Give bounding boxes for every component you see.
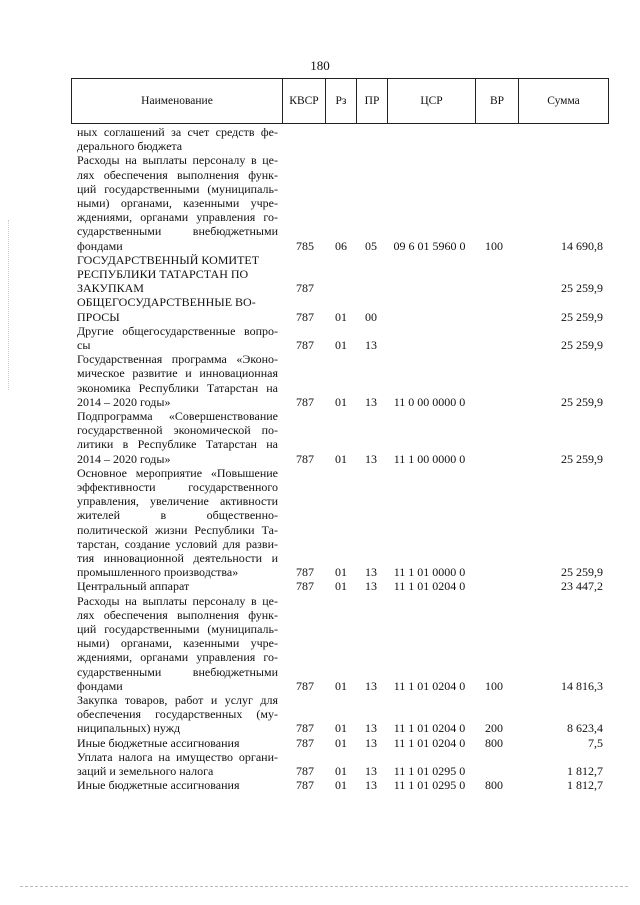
cell-rz: 06 — [335, 238, 347, 253]
cell-name: политической жизни Республики Та- — [77, 522, 278, 537]
cell-name: сударственными внебюджетными — [77, 224, 278, 239]
table-row — [0, 381, 640, 395]
cell-name: ОБЩЕГОСУДАРСТВЕННЫЕ ВО- — [77, 295, 256, 310]
cell-sum: 23 447,2 — [561, 579, 603, 594]
cell-kvsr: 787 — [296, 451, 314, 466]
page-number: 180 — [310, 58, 330, 73]
table-row — [0, 537, 640, 551]
cell-name: лях обеспечения выполнения функ- — [77, 167, 278, 182]
table-row — [0, 480, 640, 494]
cell-kvsr: 787 — [296, 735, 314, 750]
cell-vr: 100 — [485, 238, 503, 253]
cell-rz: 01 — [335, 394, 347, 409]
cell-name: ных соглашений за счет средств фе- — [77, 125, 278, 139]
header-csr: ЦСР — [388, 79, 476, 124]
cell-pr: 13 — [365, 565, 377, 580]
cell-sum: 14 816,3 — [561, 678, 603, 693]
cell-sum: 1 812,7 — [567, 778, 603, 793]
cell-name: тия инновационной деятельности и — [77, 551, 278, 565]
cell-pr: 05 — [365, 238, 377, 253]
cell-name: Уплата налога на имущество органи- — [77, 749, 278, 764]
cell-name: жителей в общественно- — [77, 508, 278, 523]
table-row — [0, 395, 640, 409]
header-rz: Рз — [326, 79, 357, 124]
cell-pr: 13 — [365, 778, 377, 793]
table-row — [0, 594, 640, 608]
cell-name: лях обеспечения выполнения функ- — [77, 607, 278, 622]
cell-kvsr: 787 — [296, 678, 314, 693]
table-row — [0, 736, 640, 750]
header-sum: Сумма — [519, 79, 609, 124]
table-row — [0, 239, 640, 253]
cell-kvsr: 787 — [296, 565, 314, 580]
cell-sum: 25 259,9 — [561, 338, 603, 352]
cell-sum: 14 690,8 — [561, 238, 603, 253]
table-row — [0, 764, 640, 778]
table-row — [0, 281, 640, 295]
cell-kvsr: 787 — [296, 394, 314, 409]
table-row — [0, 168, 640, 182]
cell-name: ПРОСЫ — [77, 309, 120, 324]
table-row — [0, 182, 640, 196]
cell-csr: 11 1 01 0204 0 — [393, 721, 466, 736]
header-name: Наименование — [72, 79, 283, 124]
cell-name: дерального бюджета — [77, 139, 183, 154]
cell-name: промышленного производства» — [77, 565, 239, 580]
cell-rz: 01 — [335, 451, 347, 466]
table-row — [0, 494, 640, 508]
table-row — [0, 650, 640, 664]
cell-rz: 01 — [335, 338, 347, 352]
cell-csr: 11 1 01 0295 0 — [393, 764, 466, 778]
cell-kvsr: 787 — [296, 721, 314, 736]
cell-sum: 1 812,7 — [567, 764, 603, 778]
cell-name: Расходы на выплаты персоналу в це- — [77, 593, 278, 608]
cell-csr: 11 1 00 0000 0 — [393, 451, 466, 466]
cell-name: ждениями, органами управления го- — [77, 650, 278, 665]
cell-name: Государственная программа «Эконо- — [77, 352, 278, 367]
cell-name: 2014 – 2020 годы» — [77, 394, 171, 409]
cell-name: эффективности государственного — [77, 480, 278, 494]
cell-name: 2014 – 2020 годы» — [77, 451, 171, 466]
cell-name: экономика Республики Татарстан на — [77, 380, 278, 395]
table-row — [0, 295, 640, 309]
cell-name: государственной экономической по- — [77, 423, 278, 438]
table-header — [71, 78, 609, 124]
cell-name: мическое развитие и инновационная — [77, 366, 278, 381]
cell-rz: 01 — [335, 778, 347, 793]
cell-kvsr: 787 — [296, 764, 314, 778]
cell-name: сударственными внебюджетными — [77, 664, 278, 679]
cell-name: РЕСПУБЛИКИ ТАТАРСТАН ПО — [77, 267, 249, 281]
cell-sum: 25 259,9 — [561, 451, 603, 466]
table-row — [0, 253, 640, 267]
cell-rz: 01 — [335, 579, 347, 594]
cell-rz: 01 — [335, 309, 347, 324]
table-row — [0, 139, 640, 153]
cell-sum: 25 259,9 — [561, 309, 603, 324]
cell-sum: 25 259,9 — [561, 281, 603, 296]
table-row — [0, 665, 640, 679]
cell-name: Расходы на выплаты персоналу в це- — [77, 153, 278, 168]
cell-csr: 11 0 00 0000 0 — [393, 394, 466, 409]
cell-rz: 01 — [335, 678, 347, 693]
cell-sum: 25 259,9 — [561, 394, 603, 409]
cell-pr: 13 — [365, 764, 377, 778]
table-row — [0, 196, 640, 210]
table-row — [0, 153, 640, 167]
table-row — [0, 423, 640, 437]
table-row — [0, 778, 640, 792]
table-row — [0, 679, 640, 693]
cell-rz: 01 — [335, 565, 347, 580]
cell-pr: 13 — [365, 735, 377, 750]
cell-sum: 8 623,4 — [567, 721, 603, 736]
cell-pr: 13 — [365, 451, 377, 466]
cell-kvsr: 787 — [296, 309, 314, 324]
margin-mark — [8, 220, 9, 390]
cell-csr: 11 1 01 0204 0 — [393, 678, 466, 693]
cell-name: ниципальных) нужд — [77, 721, 181, 736]
table-row — [0, 267, 640, 281]
cell-rz: 01 — [335, 764, 347, 778]
cell-rz: 01 — [335, 735, 347, 750]
table-row — [0, 324, 640, 338]
cell-vr: 200 — [485, 721, 503, 736]
table-row — [0, 551, 640, 565]
cell-name: ЗАКУПКАМ — [77, 281, 144, 296]
table-row — [0, 508, 640, 522]
cell-name: Закупка товаров, работ и услуг для — [77, 693, 278, 707]
cell-vr: 800 — [485, 735, 503, 750]
cell-kvsr: 785 — [296, 238, 314, 253]
cell-kvsr: 787 — [296, 281, 314, 296]
bottom-rule — [20, 886, 628, 887]
cell-name: фондами — [77, 678, 123, 693]
cell-vr: 800 — [485, 778, 503, 793]
cell-name: Центральный аппарат — [77, 579, 190, 594]
cell-name: ными) органами, казенными учре- — [77, 636, 278, 651]
cell-name: Подпрограмма «Совершенствование — [77, 409, 278, 423]
cell-pr: 13 — [365, 579, 377, 594]
table-row — [0, 409, 640, 423]
cell-csr: 11 1 01 0204 0 — [393, 579, 466, 594]
cell-name: сы — [77, 338, 91, 352]
cell-kvsr: 787 — [296, 778, 314, 793]
table-row — [0, 622, 640, 636]
table-row — [0, 707, 640, 721]
cell-sum: 7,5 — [588, 735, 603, 750]
table-row — [0, 437, 640, 451]
table-row — [0, 452, 640, 466]
cell-name: заций и земельного налога — [77, 764, 214, 778]
cell-pr: 13 — [365, 338, 377, 352]
table-row — [0, 608, 640, 622]
cell-name: Основное мероприятие «Повышение — [77, 465, 278, 480]
table-row — [0, 366, 640, 380]
cell-name: обеспечения государственных (му- — [77, 707, 278, 722]
cell-pr: 00 — [365, 309, 377, 324]
table-row — [0, 750, 640, 764]
cell-csr: 09 6 01 5960 0 — [393, 238, 466, 253]
cell-name: Другие общегосударственные вопро- — [77, 323, 278, 338]
table-row — [0, 210, 640, 224]
table-row — [0, 579, 640, 593]
cell-vr: 100 — [485, 678, 503, 693]
cell-csr: 11 1 01 0204 0 — [393, 735, 466, 750]
cell-name: ций государственными (муниципаль- — [77, 181, 278, 196]
cell-sum: 25 259,9 — [561, 565, 603, 580]
cell-pr: 13 — [365, 721, 377, 736]
cell-name: литики в Республике Татарстан на — [77, 437, 278, 452]
table-row — [0, 338, 640, 352]
cell-name: управления, увеличение активности — [77, 494, 278, 509]
cell-name: ГОСУДАРСТВЕННЫЙ КОМИТЕТ — [77, 252, 260, 267]
header-vr: ВР — [476, 79, 519, 124]
cell-csr: 11 1 01 0295 0 — [393, 778, 466, 793]
table-row — [0, 125, 640, 139]
cell-kvsr: 787 — [296, 338, 314, 352]
table-row — [0, 310, 640, 324]
cell-name: фондами — [77, 238, 123, 253]
cell-pr: 13 — [365, 678, 377, 693]
cell-name: Иные бюджетные ассигнования — [77, 735, 240, 750]
cell-csr: 11 1 01 0000 0 — [393, 565, 466, 580]
table-row — [0, 352, 640, 366]
cell-rz: 01 — [335, 721, 347, 736]
cell-kvsr: 787 — [296, 579, 314, 594]
cell-name: тарстан, создание условий для разви- — [77, 536, 278, 551]
table-row — [0, 565, 640, 579]
table-row — [0, 636, 640, 650]
cell-name: ными) органами, казенными учре- — [77, 196, 278, 210]
table-row — [0, 693, 640, 707]
cell-name: ждениями, органами управления го- — [77, 210, 278, 225]
cell-pr: 13 — [365, 394, 377, 409]
table-row — [0, 224, 640, 238]
header-pr: ПР — [357, 79, 388, 124]
table-row — [0, 721, 640, 735]
cell-name: ций государственными (муниципаль- — [77, 622, 278, 636]
header-kvsr: КВСР — [283, 79, 326, 124]
table-row — [0, 466, 640, 480]
cell-name: Иные бюджетные ассигнования — [77, 778, 240, 793]
table-row — [0, 523, 640, 537]
